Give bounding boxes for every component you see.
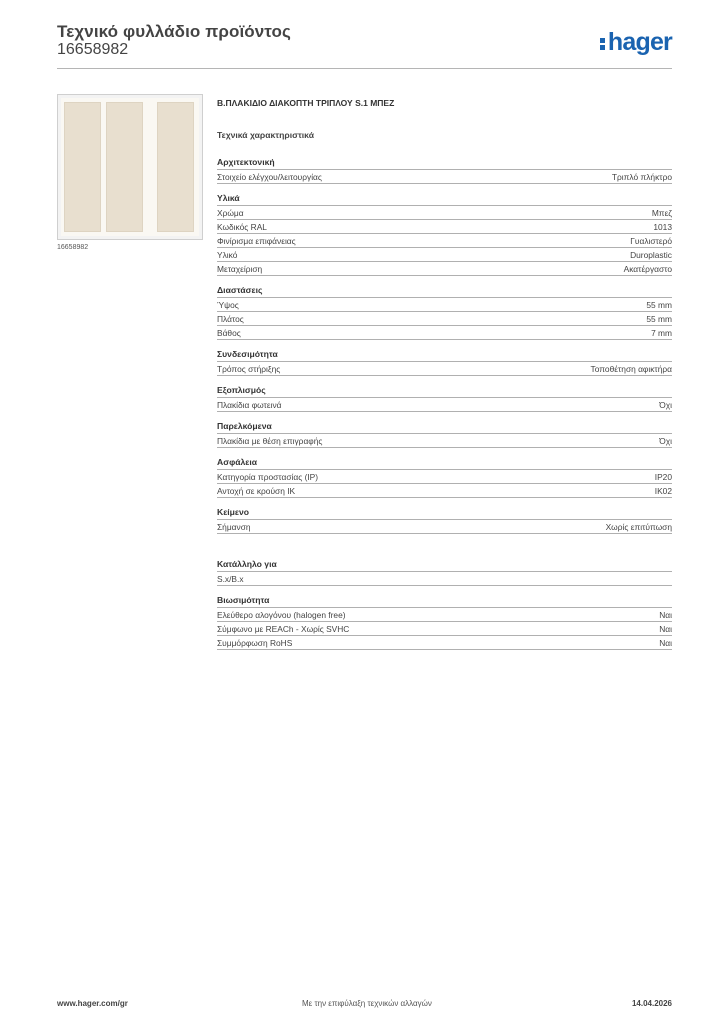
spec-section xyxy=(217,282,672,340)
spec-row xyxy=(217,205,672,219)
document-title: Τεχνικό φυλλάδιο προϊόντος xyxy=(57,22,291,41)
footer-website: www.hager.com/gr xyxy=(57,999,128,1008)
spec-value: Ναι xyxy=(659,624,672,634)
spec-table xyxy=(217,433,672,448)
spec-table xyxy=(217,169,672,184)
spec-table xyxy=(217,361,672,376)
spec-table xyxy=(217,519,672,534)
section-title: Συνδεσιμότητα xyxy=(217,349,278,359)
spec-label: Χρώμα xyxy=(217,208,244,218)
spec-row xyxy=(217,325,672,340)
section-title: Ασφάλεια xyxy=(217,457,258,467)
spec-value: IK02 xyxy=(654,486,672,496)
spec-section xyxy=(217,504,672,534)
spec-value: 1013 xyxy=(653,222,672,232)
spec-section xyxy=(217,382,672,412)
section-gap xyxy=(217,540,672,556)
rocker-key xyxy=(157,102,194,232)
footer-disclaimer: Με την επιφύλαξη τεχνικών αλλαγών xyxy=(302,999,432,1008)
spec-section xyxy=(217,154,672,184)
page-header xyxy=(57,22,672,68)
spec-label: Πλακίδια με θέση επιγραφής xyxy=(217,436,323,446)
spec-label: Πλακίδια φωτεινά xyxy=(217,400,282,410)
spec-table xyxy=(217,607,672,650)
product-image xyxy=(57,94,203,240)
spec-label: Τρόπος στήριξης xyxy=(217,364,281,374)
spec-value: Duroplastic xyxy=(630,250,672,260)
spec-row xyxy=(217,247,672,261)
spec-label: Μεταχείριση xyxy=(217,264,263,274)
suitable-for-section xyxy=(217,556,672,586)
rocker-key xyxy=(106,102,143,232)
thumbnail-product-code: 16658982 xyxy=(57,244,89,251)
section-title: Κατάλληλο για xyxy=(217,559,277,569)
spec-label: Αντοχή σε κρούση IK xyxy=(217,486,296,496)
spec-label: Στοιχείο ελέγχου/λειτουργίας xyxy=(217,172,322,182)
hager-logo xyxy=(600,28,672,57)
spec-value: Τριπλό πλήκτρο xyxy=(611,172,672,182)
spec-label: Συμμόρφωση RoHS xyxy=(217,638,293,648)
spec-row xyxy=(217,571,672,586)
spec-label: Ελεύθερο αλογόνου (halogen free) xyxy=(217,610,346,620)
spec-table xyxy=(217,469,672,498)
spec-value: Ναι xyxy=(659,610,672,620)
spec-row xyxy=(217,635,672,650)
section-title: Υλικά xyxy=(217,193,240,203)
spec-row xyxy=(217,297,672,311)
spec-content xyxy=(217,96,672,656)
spec-row xyxy=(217,621,672,635)
spec-label: Κωδικός RAL xyxy=(217,222,267,232)
product-name: Β.ΠΛΑΚΙΔΙΟ ΔΙΑΚΟΠΤΗ ΤΡΙΠΛΟΥ S.1 ΜΠΕΖ xyxy=(217,98,395,108)
spec-label: Πλάτος xyxy=(217,314,244,324)
spec-label: Βάθος xyxy=(217,328,241,338)
spec-value: Ναι xyxy=(659,638,672,648)
spec-label: Φινίρισμα επιφάνειας xyxy=(217,236,296,246)
spec-table xyxy=(217,297,672,340)
spec-value: Όχι xyxy=(659,436,672,446)
logo-colon-icon xyxy=(600,34,606,52)
spec-value: Τοποθέτηση αφικτήρα xyxy=(590,364,672,374)
rocker-key xyxy=(64,102,101,232)
spec-row xyxy=(217,397,672,412)
sustainability-section xyxy=(217,592,672,650)
spec-row xyxy=(217,361,672,376)
section-title: Διαστάσεις xyxy=(217,285,263,295)
switch-plate xyxy=(61,98,199,236)
spec-label: S.x/B.x xyxy=(217,574,244,584)
spec-row xyxy=(217,261,672,276)
section-title: Αρχιτεκτονική xyxy=(217,157,275,167)
spec-row xyxy=(217,433,672,448)
spec-value: Γυαλιστερό xyxy=(630,236,672,246)
spec-row xyxy=(217,469,672,483)
spec-value: 7 mm xyxy=(651,328,672,338)
section-title: Βιωσιμότητα xyxy=(217,595,270,605)
spec-table xyxy=(217,397,672,412)
spec-value: Ακατέργαστο xyxy=(623,264,672,274)
spec-row xyxy=(217,219,672,233)
footer-date: 14.04.2026 xyxy=(631,999,672,1008)
spec-value: 55 mm xyxy=(646,314,672,324)
spec-value: Μπεζ xyxy=(651,208,672,218)
spec-row xyxy=(217,311,672,325)
spec-section xyxy=(217,454,672,498)
section-title: Παρελκόμενα xyxy=(217,421,272,431)
spec-label: Ύψος xyxy=(217,300,239,310)
header-divider xyxy=(57,68,672,69)
document-product-code: 16658982 xyxy=(57,41,129,58)
section-title: Κείμενο xyxy=(217,507,250,517)
spec-value: Όχι xyxy=(659,400,672,410)
spec-row xyxy=(217,483,672,498)
spec-section xyxy=(217,190,672,276)
spec-label: Σήμανση xyxy=(217,522,251,532)
logo-text: hager xyxy=(607,28,672,56)
spec-table xyxy=(217,571,672,586)
spec-label: Κατηγορία προστασίας (IP) xyxy=(217,472,319,482)
spec-table xyxy=(217,205,672,276)
technical-characteristics-heading: Τεχνικά χαρακτηριστικά xyxy=(217,130,314,140)
spec-row xyxy=(217,169,672,184)
spec-label: Υλικό xyxy=(217,250,238,260)
spec-row xyxy=(217,607,672,621)
spec-row xyxy=(217,233,672,247)
spec-value: Χωρίς επιτύπωση xyxy=(605,522,672,532)
spec-section xyxy=(217,418,672,448)
spec-label: Σύμφωνο με REACh - Χωρίς SVHC xyxy=(217,624,350,634)
spec-value: 55 mm xyxy=(646,300,672,310)
spec-section xyxy=(217,346,672,376)
spec-value: IP20 xyxy=(654,472,672,482)
spec-row xyxy=(217,519,672,534)
section-title: Εξοπλισμός xyxy=(217,385,266,395)
spec-sections xyxy=(217,154,672,534)
